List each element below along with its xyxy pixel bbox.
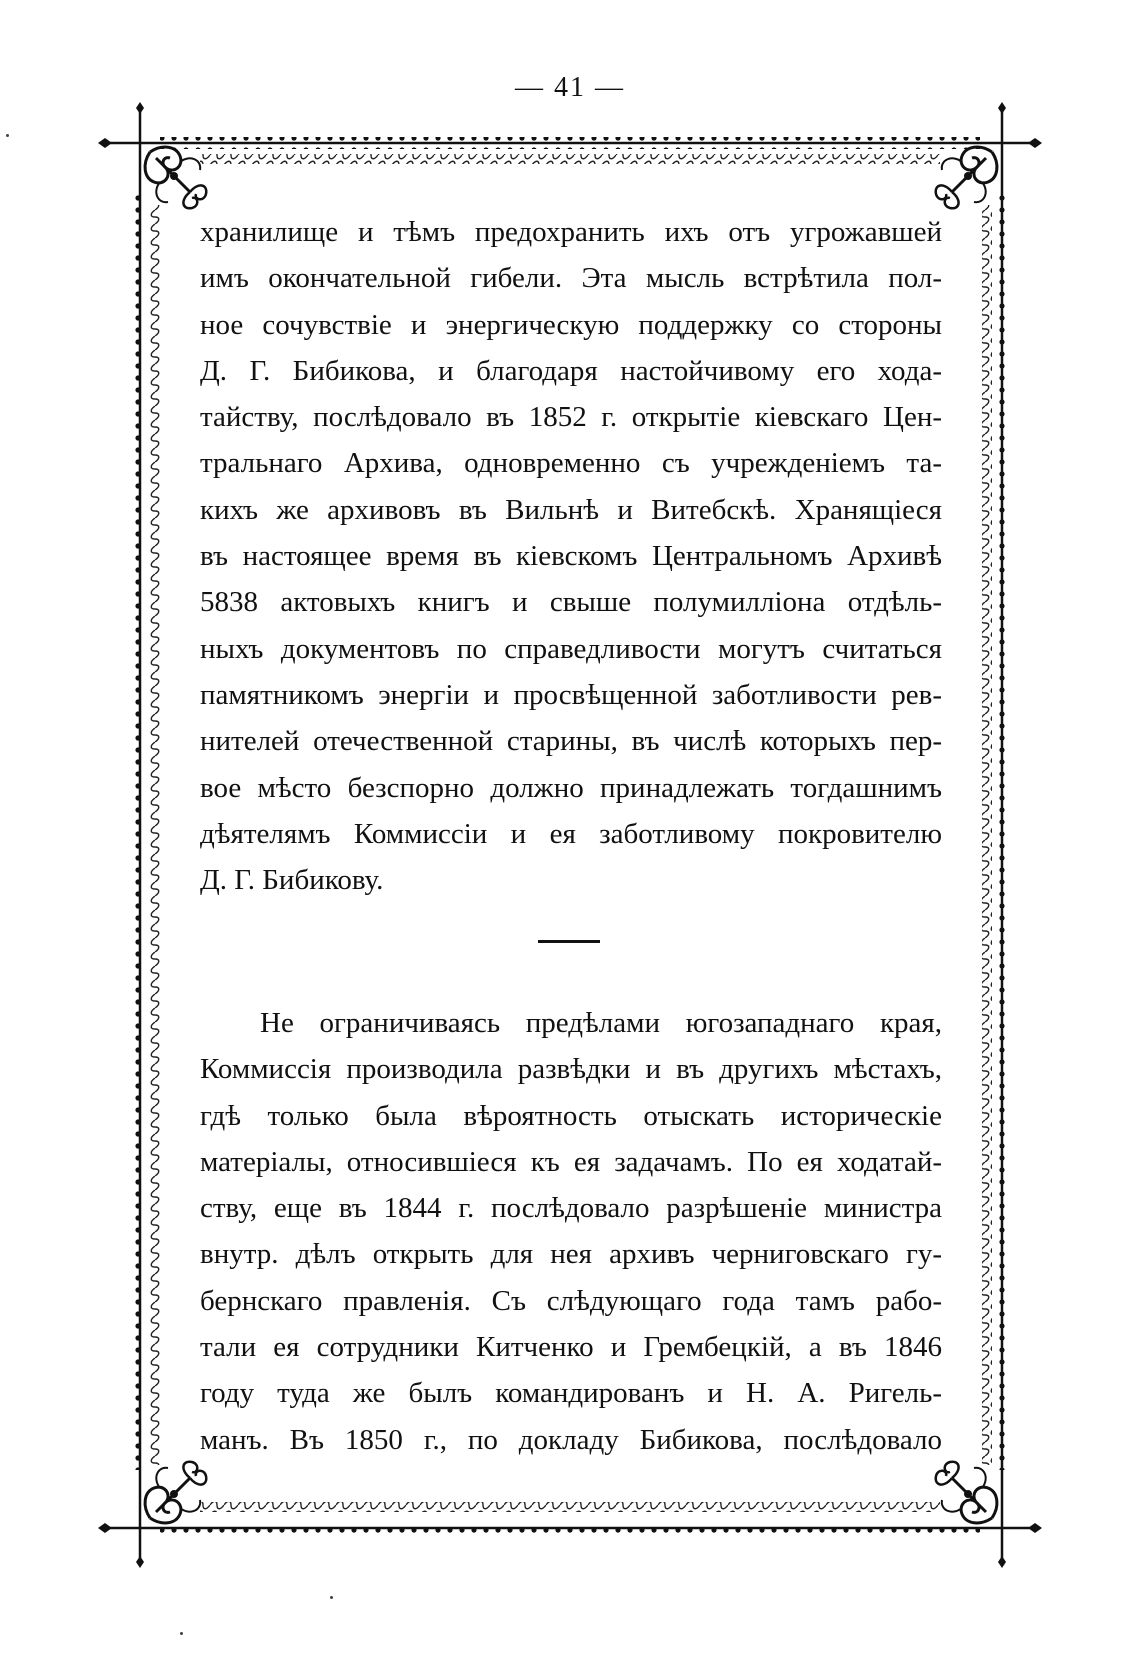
text-line: манъ. Въ 1850 г., по докладу Бибикова, послѣдовало: [200, 1423, 942, 1456]
section-divider: [538, 940, 600, 943]
text-line: Д. Г. Бибикову.: [200, 864, 384, 897]
paragraph-1: [200, 209, 942, 903]
print-speck: [330, 1596, 333, 1599]
text-line: бернскаго правленія. Съ слѣдующаго года тамъ рабо-: [200, 1284, 942, 1317]
text-line: ное сочувствіе и энергическую поддержку со стороны: [200, 308, 942, 341]
text-line: матеріалы, относившіеся къ ея задачамъ. По ея ходатай-: [200, 1145, 942, 1178]
text-line: гдѣ только была вѣроятность отыскать историческіе: [200, 1099, 942, 1132]
paragraph-2: [200, 1000, 942, 1463]
text-line: Д. Г. Бибикова, и благодаря настойчивому его хода-: [200, 354, 942, 387]
text-line: тали ея сотрудники Китченко и Грембецкій, а въ 1846: [200, 1331, 942, 1364]
text-line: вое мѣсто безспорно должно принадлежать тогдашнимъ: [200, 771, 942, 804]
print-speck: [180, 1632, 183, 1635]
text-line: ныхъ документовъ по справедливости могутъ считаться: [200, 632, 942, 665]
text-line: тайству, послѣдовало въ 1852 г. открытіе кіевскаго Цен-: [200, 401, 942, 434]
text-line: кихъ же архивовъ въ Вильнѣ и Витебскѣ. Хранящіеся: [200, 493, 942, 526]
text-line: Коммиссія производила развѣдки и въ другихъ мѣстахъ,: [200, 1053, 942, 1086]
text-line: 5838 актовыхъ книгъ и свыше полумилліона отдѣль-: [200, 586, 942, 619]
text-line: внутр. дѣлъ открыть для нея архивъ черниговскаго гу-: [200, 1238, 942, 1271]
text-line: хранилище и тѣмъ предохранить ихъ отъ угрожавшей: [200, 216, 942, 248]
page-number: — 41 —: [515, 72, 625, 103]
text-line: въ настоящее время въ кіевскомъ Центральномъ Архивѣ: [200, 540, 942, 573]
text-line: дѣятелямъ Коммиссіи и ея заботливому покровителю: [200, 817, 942, 850]
text-line: памятникомъ энергіи и просвѣщенной заботливости рев-: [200, 678, 942, 711]
text-line: ству, еще въ 1844 г. послѣдовало разрѣшеніе министра: [200, 1192, 942, 1225]
text-line: нителей отечественной старины, въ числѣ которыхъ пер-: [200, 725, 942, 758]
text-line: году туда же былъ командированъ и Н. А. Ригель-: [200, 1377, 942, 1410]
text-line: имъ окончательной гибели. Эта мысль встрѣтила пол-: [200, 262, 942, 295]
text-line: Не ограничиваясь предѣлами югозападнаго края,: [260, 1007, 942, 1039]
text-line: тральнаго Архива, одновременно съ учрежденіемъ та-: [200, 447, 942, 480]
print-speck: [6, 134, 9, 137]
